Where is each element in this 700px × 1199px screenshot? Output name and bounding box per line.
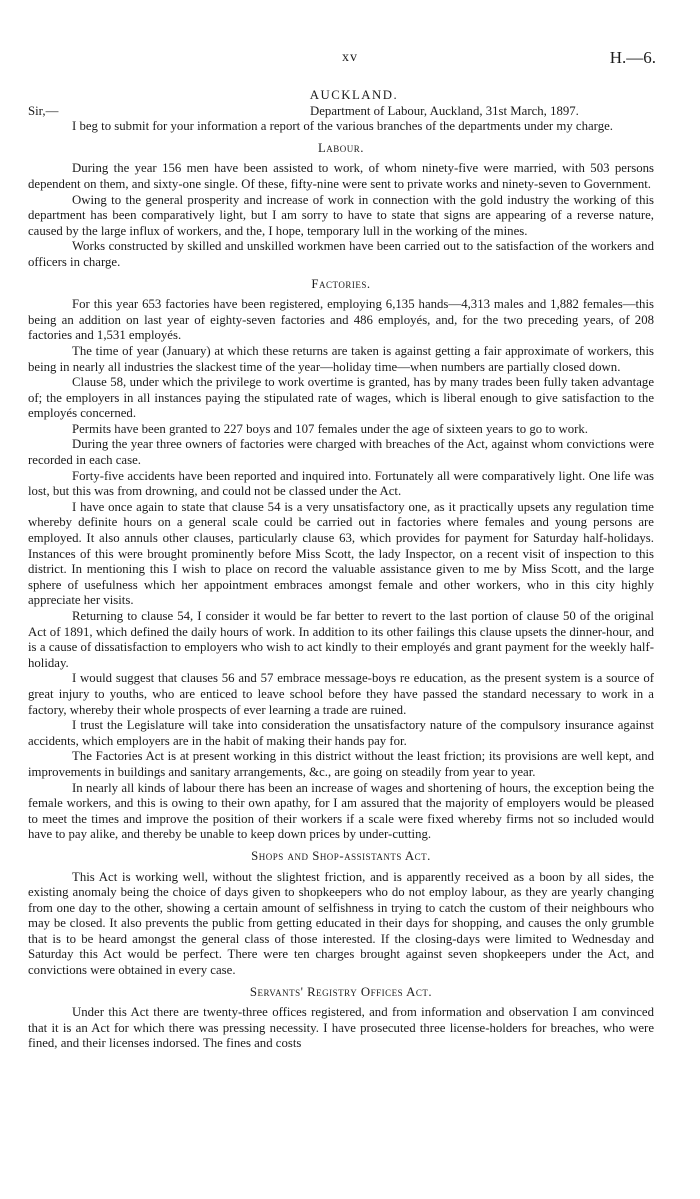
paragraph: Clause 58, under which the privilege to work overtime is granted, has by many trades been fully taken advantage of; the employers in all instances paying the stipulated rate of wages, which is liberal enough to give satisfaction to the employés concerned. (28, 375, 654, 421)
paragraph: During the year 156 men have been assisted to work, of whom ninety-five were married, with 503 persons dependent on them, and sixty-one single. Of these, fifty-nine were sent to private works and ninety-seven to Government. (28, 161, 654, 191)
paragraph: Returning to clause 54, I consider it would be far better to revert to the last portion of clause 50 of the original Act of 1891, which defined the daily hours of work. In addition to its other failings this clause upsets the dinner-hour, and is a cause of dissatisfaction to employers who wish to act kindly to their employés and grant payment for the weekly half-holiday. (28, 609, 654, 670)
dateline: Department of Labour, Auckland, 31st March, 1897. (310, 103, 579, 118)
paragraph: I would suggest that clauses 56 and 57 embrace message-boys re education, as the present system is a source of great injury to youths, who are enticed to leave school before they have passed the standard necessary to work in a factory, whereby their whole prospects of ever learning a trade are ruined. (28, 671, 654, 717)
intro-paragraph: I beg to submit for your information a report of the various branches of the departments under my charge. (72, 119, 613, 134)
paragraph: The time of year (January) at which these returns are taken is against getting a fair approximate of workers, this being in nearly all industries the slackest time of the year—holiday time—when numbers are partially closed down. (28, 343, 654, 374)
paragraph: Under this Act there are twenty-three offices registered, and from information and observation I am convinced that it is an Act for which there was pressing necessity. I have prosecuted three license-holders for breaches, who were fined, and their licenses indorsed. The fines and costs (28, 1005, 654, 1051)
section-shops-act (28, 849, 654, 979)
page-header (0, 50, 700, 74)
section-heading: Servants' Registry Offices Act. (249, 984, 433, 999)
paragraph: In nearly all kinds of labour there has been an increase of wages and shortening of hours, the exception being the female workers, and this is owing to their own apathy, for I am assured that the majority of employers would be pleased to meet the times and improve the position of their workers if a scale were fixed whereby firms not so included would have to pay alike, and thereby be unable to keep down prices by under-cutting. (28, 780, 654, 842)
section-heading: Labour. (317, 140, 365, 155)
document-reference: H.—6. (609, 48, 656, 67)
salutation: Sir,— (28, 103, 59, 118)
paragraph: Owing to the general prosperity and increase of work in connection with the gold industry the working of this department has been comparatively light, but I am sorry to have to state that signs are appearing of a reverse nature, caused by the large influx of workers, and the, I hope, temporary lull in the working of the mines. (28, 192, 654, 238)
section-labour (28, 141, 654, 271)
report-body (28, 88, 654, 1052)
paragraph: I trust the Legislature will take into consideration the unsatisfactory nature of the compulsory insurance against accidents, which employers are in the habit of making their hands pay for. (28, 718, 654, 748)
section-heading: Shops and Shop-assistants Act. (251, 848, 431, 863)
dateline-row (28, 104, 654, 120)
paragraph: During the year three owners of factories were charged with breaches of the Act, against whom convictions were recorded in each case. (28, 437, 654, 468)
section-registry-offices-act (28, 985, 654, 1052)
section-heading: Factories. (311, 276, 371, 291)
paragraph: This Act is working well, without the slightest friction, and is apparently received as a boon by all sides, the existing anomaly being the choice of days given to shopkeepers who do not employ labour, as they are yearly changing from one day to the other, showing a certain amount of selfishness in trying to catch the custom of their neighbours who may be closed. It also prevents the public from getting educated in their days for shopping, and causes the only grumble that is to be heard amongst the general class of those interested. If the closing-days were limited to Wednesday and Saturday this Act would be perfect. There were ten charges brought against seven shopkeepers under the Act, and convictions were obtained in every case. (28, 869, 654, 978)
paragraph: Permits have been granted to 227 boys and 107 females under the age of sixteen years to go to work. (72, 421, 588, 436)
paragraph: The Factories Act is at present working in this district without the least friction; its provisions are well kept, and improvements in buildings and sanitary arrangements, &c., are going on steadily from year to year. (28, 749, 654, 779)
section-factories (28, 277, 654, 843)
paragraph: For this year 653 factories have been registered, employing 6,135 hands—4,313 males and 1,882 females—this being an addition on last year of eighty-seven factories and 486 employés, and, for the two preceding years, of 208 factories and 1,531 employés. (28, 297, 654, 343)
paragraph: I have once again to state that clause 54 is a very unsatisfactory one, as it practically upsets any regulation time whereby definite hours on a general scale could be carried out in factories where females and young persons are employed. It also annuls other clauses, particularly clause 63, which provides for payment for Saturday half-holidays. Instances of this were brought prominently before Miss Scott, the lady Inspector, on a recent visit of inspection to this district. In mentioning this I wish to place on record the valuable assistance given to me by Miss Scott, and the large sphere of usefulness which her appointment embraces amongst female and other workers, who in this city highly appreciate her visits. (28, 499, 654, 608)
page-number: xv (342, 50, 358, 65)
city-heading: AUCKLAND. (309, 88, 399, 102)
paragraph: Forty-five accidents have been reported and inquired into. Fortunately all were comparatively light. One life was lost, but this was from drowning, and could not be classed under the Act. (28, 468, 654, 499)
paragraph: Works constructed by skilled and unskilled workmen have been carried out to the satisfaction of the workers and officers in charge. (28, 239, 654, 269)
